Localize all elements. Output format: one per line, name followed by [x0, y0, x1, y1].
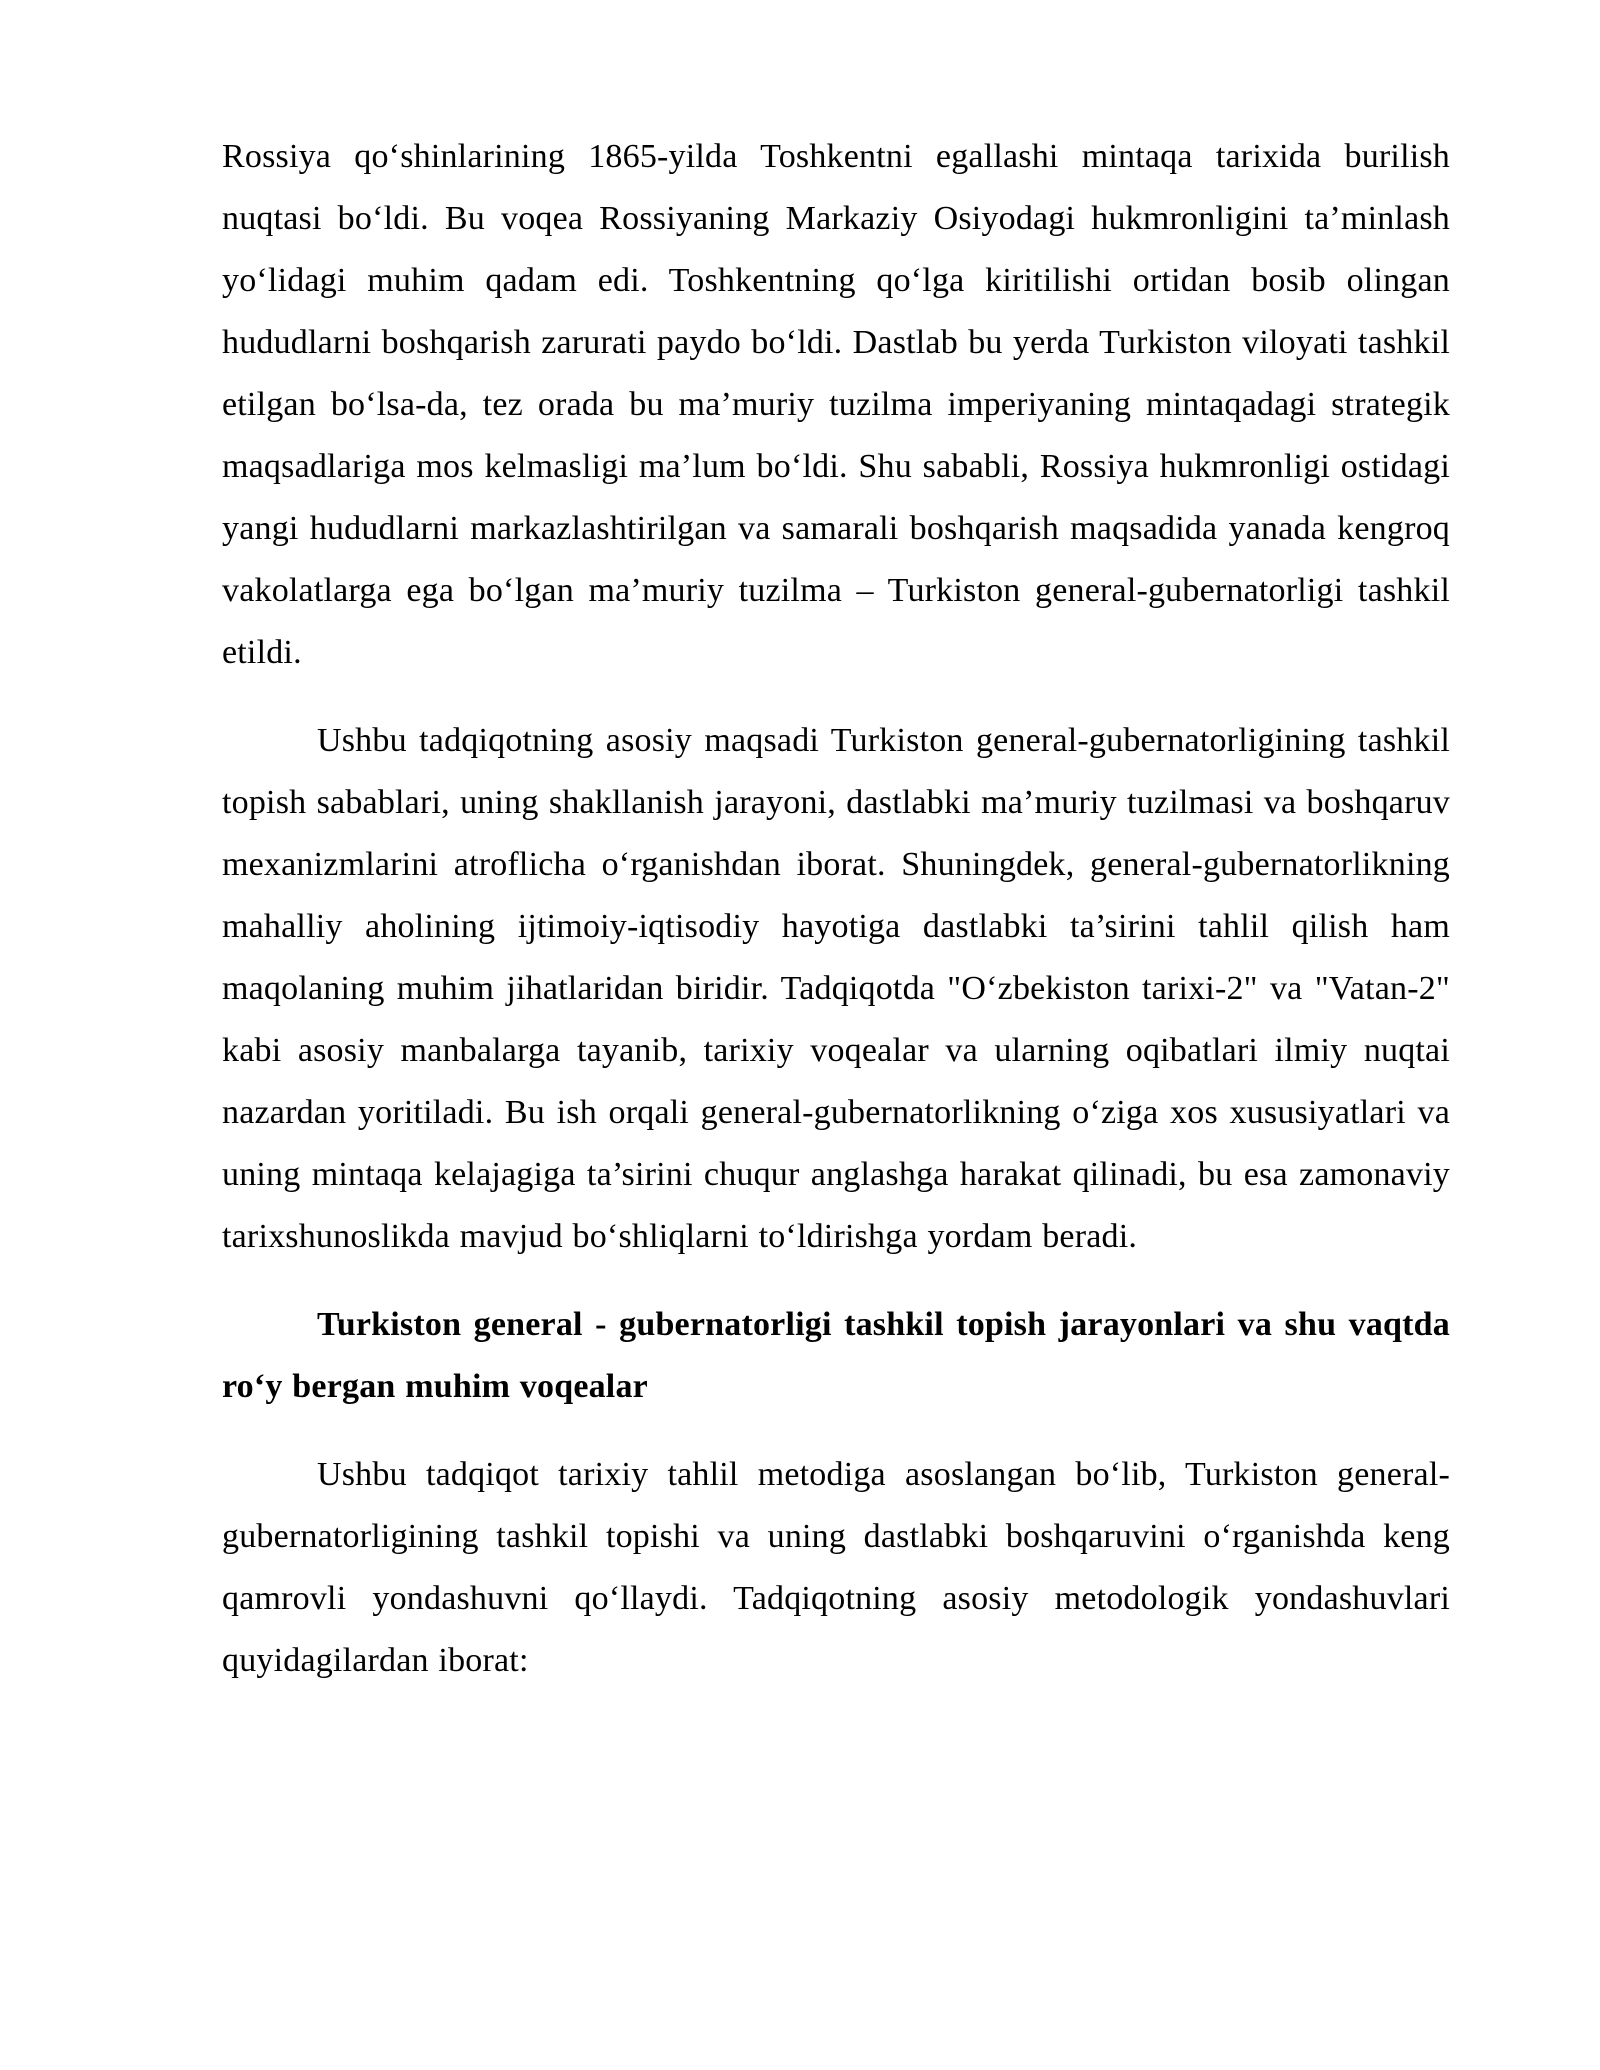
section-heading: Turkiston general - gubernatorligi tashkil topish jarayonlari va shu vaqtda ro‘y bergan muhim voqealar [222, 1306, 1450, 1405]
paragraph-intro: Rossiya qo‘shinlarining 1865-yilda Toshkentni egallashi mintaqa tarixida burilish nuqtasi bo‘ldi. Bu voqea Rossiyaning Markaziy Osiyodagi hukmronligini ta’minlash yo‘lidagi muhim qadam edi. Toshkentning qo‘lga kiritilishi ortidan bosib olingan hududlarni boshqarish zarurati paydo bo‘ldi. Dastlab bu yerda Turkiston viloyati tashkil etilgan bo‘lsa-da, tez orada bu ma’muriy tuzilma imperiyaning mintaqadagi strategik maqsadlariga mos kelmasligi ma’lum bo‘ldi. Shu sababli, Rossiya hukmronligi ostidagi yangi hududlarni markazlashtirilgan va samarali boshqarish maqsadida yanada kengroq vakolatlarga ega bo‘lgan ma’muriy tuzilma – Turkiston general-gubernatorligi tashkil etildi. [222, 138, 1450, 671]
paragraph-research-aim: Ushbu tadqiqotning asosiy maqsadi Turkiston general-gubernatorligining tashkil topish sabablari, uning shakllanish jarayoni, dastlabki ma’muriy tuzilmasi va boshqaruv mexanizmlarini atroflicha o‘rganishdan iborat. Shuningdek, general-gubernatorlikning mahalliy aholining ijtimoiy-iqtisodiy hayotiga dastlabki ta’sirini tahlil qilish ham maqolaning muhim jihatlaridan biridir. Tadqiqotda "O‘zbekiston tarixi-2" va "Vatan-2" kabi asosiy manbalarga tayanib, tarixiy voqealar va ularning oqibatlari ilmiy nuqtai nazardan yoritiladi. Bu ish orqali general-gubernatorlikning o‘ziga xos xususiyatlari va uning mintaqa kelajagiga ta’sirini chuqur anglashga harakat qilinadi, bu esa zamonaviy tarixshunoslikda mavjud bo‘shliqlarni to‘ldirishga yordam beradi. [222, 722, 1450, 1255]
paragraph-methodology: Ushbu tadqiqot tarixiy tahlil metodiga asoslangan bo‘lib, Turkiston general-gubernatorligining tashkil topishi va uning dastlabki boshqaruvini o‘rganishda keng qamrovli yondashuvni qo‘llaydi. Tadqiqotning asosiy metodologik yondashuvlari quyidagilardan iborat: [222, 1456, 1450, 1679]
